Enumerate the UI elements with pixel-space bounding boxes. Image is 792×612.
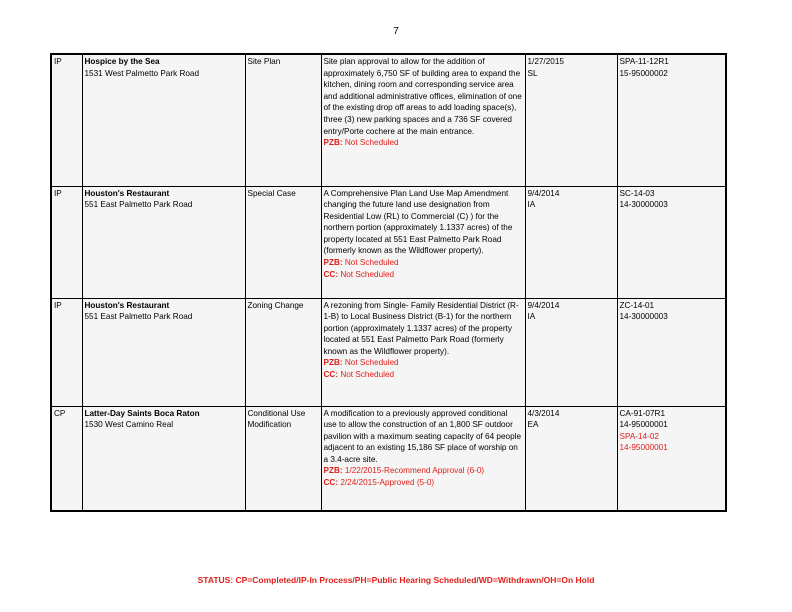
project-name: Hospice by the Sea <box>84 57 160 66</box>
pzb-value: Not Scheduled <box>344 258 399 268</box>
project-name: Houston's Restaurant <box>84 188 170 198</box>
table-row <box>51 406 726 511</box>
status-cell: IP <box>51 298 82 406</box>
date-cell <box>525 186 617 298</box>
page-number: 7 <box>393 26 399 37</box>
pzb-label: PZB: <box>323 138 343 148</box>
project-address: 1531 West Palmetto Park Road <box>84 68 200 78</box>
submittal-date: 1/27/2015 <box>527 57 564 66</box>
description-cell <box>321 186 525 298</box>
staff-initials: IA <box>527 200 536 210</box>
status-cell: IP <box>51 186 82 298</box>
case-number-cell <box>617 186 726 298</box>
type-cell: Site Plan <box>245 54 321 186</box>
table-row <box>51 186 726 298</box>
table-row <box>51 298 726 406</box>
case-number-cell <box>617 298 726 406</box>
status-cell: CP <box>51 406 82 511</box>
cc-label: CC: <box>323 370 339 380</box>
cc-value: Not Scheduled <box>340 370 395 380</box>
project-address: 551 East Palmetto Park Road <box>84 200 193 210</box>
project-address: 551 East Palmetto Park Road <box>84 312 193 322</box>
description-cell <box>321 298 525 406</box>
submittal-date: 9/4/2014 <box>527 300 560 310</box>
case-number: SPA-14-02 <box>619 431 659 441</box>
projects-table <box>50 53 727 512</box>
cc-label: CC: <box>323 478 339 488</box>
description-text: A Comprehensive Plan Land Use Map Amendment changing the future land use designation from Residential Low (RL) to Commercial (C) ) for the northern portion (approximately 1.1337 acres) of the property located at 551 East Palmetto Park Road (formerly known as the Wildflower property). <box>323 188 513 256</box>
case-number-cell <box>617 406 726 511</box>
project-cell <box>82 186 245 298</box>
pzb-label: PZB: <box>323 258 343 268</box>
pzb-value: 1/22/2015-Recommend Approval (6-0) <box>344 466 485 476</box>
date-cell <box>525 298 617 406</box>
type-cell: Conditional Use Modification <box>245 406 321 511</box>
pzb-value: Not Scheduled <box>344 358 399 368</box>
date-cell <box>525 54 617 186</box>
description-text: Site plan approval to allow for the addition of approximately 6,750 SF of building area to expand the kitchen, dining room and corresponding service area and additional administrative offices, elimination of one of the existing drop off areas to add loading space(s), three (3) new parking spaces and a 736 SF covered entry/Porte cochere at the main entrance. <box>323 57 522 136</box>
cc-value: 2/24/2015-Approved (5-0) <box>340 478 435 488</box>
case-number: SC-14-03 <box>619 188 655 198</box>
date-cell <box>525 406 617 511</box>
staff-initials: EA <box>527 420 539 430</box>
pzb-value: Not Scheduled <box>344 138 399 148</box>
pzb-label: PZB: <box>323 358 343 368</box>
description-cell <box>321 54 525 186</box>
case-number: CA-91-07R1 <box>619 408 666 418</box>
project-address: 1530 West Camino Real <box>84 420 174 430</box>
description-text: A modification to a previously approved conditional use to allow the construction of an 1,800 SF outdoor pavilion with a maximum seating capacity of 64 people adjacent to an existing 15,186 SF place of worship on a 3.4-acre site. <box>323 408 522 464</box>
type-cell: Special Case <box>245 186 321 298</box>
project-cell <box>82 298 245 406</box>
staff-initials: SL <box>527 68 538 78</box>
case-number: SPA-11-12R1 <box>619 57 669 66</box>
project-name: Latter-Day Saints Boca Raton <box>84 408 200 418</box>
case-number: 14-30000003 <box>619 200 668 210</box>
status-legend: STATUS: CP=Completed/IP-In Process/PH=Public Hearing Scheduled/WD=Withdrawn/OH=On Hold <box>197 575 595 585</box>
case-number: 15-95000002 <box>619 68 668 78</box>
pzb-label: PZB: <box>323 466 343 476</box>
submittal-date: 9/4/2014 <box>527 188 560 198</box>
project-cell <box>82 54 245 186</box>
status-cell: IP <box>51 54 82 186</box>
case-number: 14-95000001 <box>619 443 668 453</box>
case-number: ZC-14-01 <box>619 300 655 310</box>
description-cell <box>321 406 525 511</box>
cc-value: Not Scheduled <box>340 269 395 279</box>
project-cell <box>82 406 245 511</box>
staff-initials: IA <box>527 312 536 322</box>
description-text: A rezoning from Single- Family Residential District (R-1-B) to Local Business District (B-1) for the northern portion (approximately 1.1337 acres) of the property located at 551 East Palmetto Park Road (formerly known as the Wildflower property). <box>323 300 519 356</box>
project-name: Houston's Restaurant <box>84 300 170 310</box>
case-number-cell <box>617 54 726 186</box>
submittal-date: 4/3/2014 <box>527 408 560 418</box>
case-number: 14-95000001 <box>619 420 668 430</box>
case-number: 14-30000003 <box>619 312 668 322</box>
table-row <box>51 54 726 186</box>
type-cell: Zoning Change <box>245 298 321 406</box>
cc-label: CC: <box>323 269 339 279</box>
